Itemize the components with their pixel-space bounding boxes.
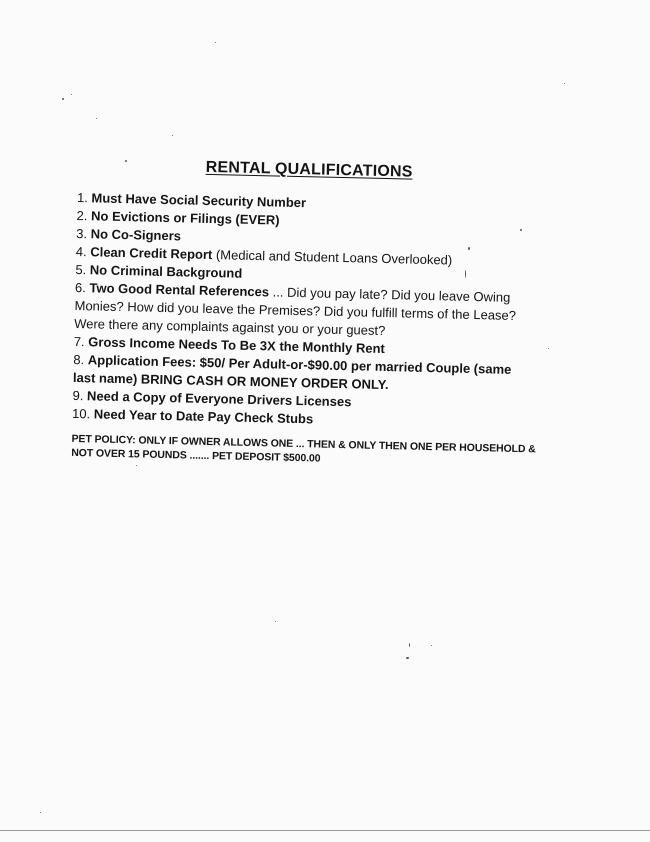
qualifications-list xyxy=(72,189,537,433)
scan-speck xyxy=(564,83,565,84)
scan-speck xyxy=(125,160,127,162)
scan-speck xyxy=(62,98,64,100)
scan-speck xyxy=(215,42,216,43)
list-item: 6. Two Good Rental References ... Did you pay late? Did you leave Owing Monies? How did you leave the Premises? Did you fulfill terms of the Lease? Were there any complaints against you or your guest? xyxy=(74,279,517,339)
scan-speck xyxy=(275,621,276,622)
scan-speck xyxy=(468,247,470,250)
scan-speck xyxy=(136,465,137,466)
list-item: 2. No Evictions or Filings (EVER) xyxy=(76,207,280,228)
list-item: 9. Need a Copy of Everyone Drivers Licenses xyxy=(72,387,352,410)
list-item: 3. No Co-Signers xyxy=(76,225,182,244)
list-item: 1. Must Have Social Security Number xyxy=(76,189,307,211)
list-item: 10. Need Year to Date Pay Check Stubs xyxy=(71,405,314,427)
scan-speck xyxy=(40,812,41,813)
scan-speck xyxy=(71,94,72,95)
scan-speck xyxy=(409,643,410,647)
list-item: 5. No Criminal Background xyxy=(75,261,243,281)
list-item: 8. Application Fees: $50/ Per Adult-or-$90.00 per married Couple (same last name) BRING CASH OR MONEY ORDER ONLY. xyxy=(72,351,512,393)
page-bottom-edge xyxy=(0,830,650,831)
scan-speck xyxy=(431,645,432,646)
list-item: 7. Gross Income Needs To Be 3X the Monthly Rent xyxy=(73,333,386,357)
scan-speck xyxy=(406,657,409,659)
document-body xyxy=(71,156,536,465)
scan-speck xyxy=(520,229,522,231)
document-title: RENTAL QUALIFICATIONS xyxy=(205,158,413,181)
scan-speck xyxy=(548,348,549,349)
scan-speck xyxy=(465,270,466,278)
list-item: 4. Clean Credit Report (Medical and Student Loans Overlooked) xyxy=(75,243,453,268)
pet-policy: PET POLICY: ONLY IF OWNER ALLOWS ONE ... THEN & ONLY THEN ONE PER HOUSEHOLD & NOT OVER 15 POUNDS ....... PET DEPOSIT $500.00 xyxy=(71,432,536,465)
scan-speck xyxy=(172,135,173,136)
scan-speck xyxy=(96,118,97,119)
